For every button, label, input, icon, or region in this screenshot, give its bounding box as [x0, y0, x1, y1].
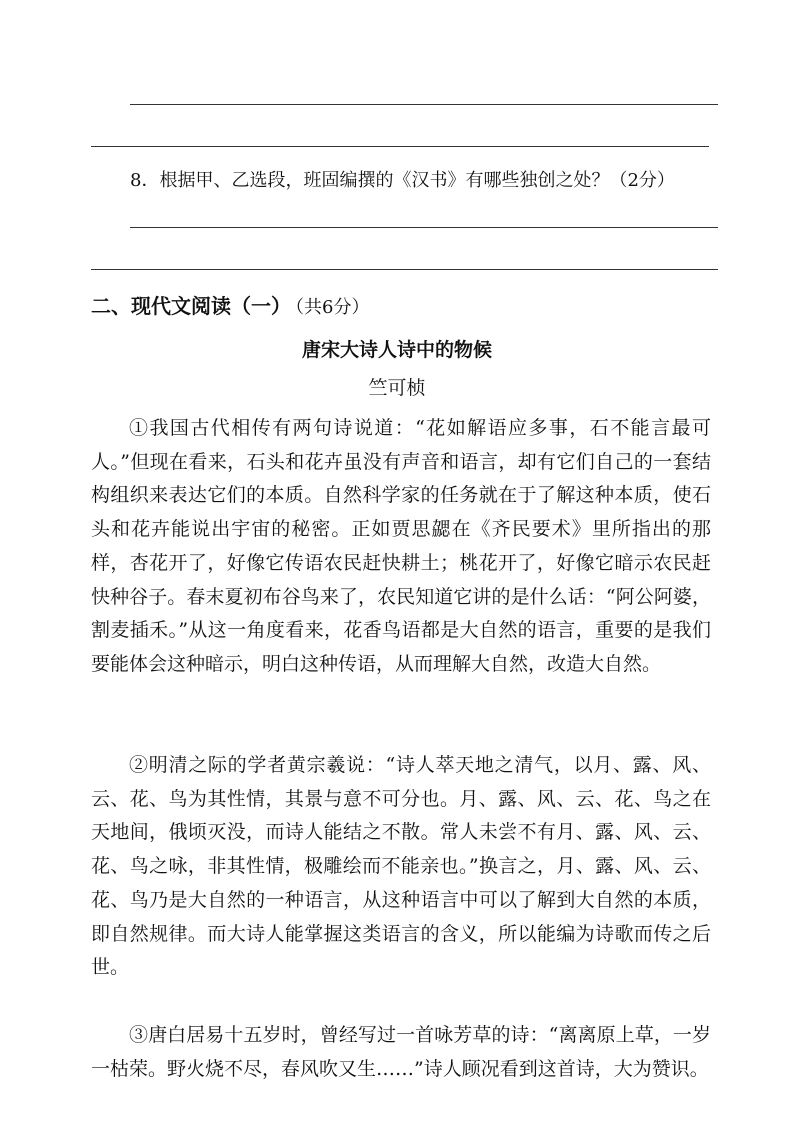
- article-paragraph-2: ②明清之际的学者黄宗羲说：“诗人萃天地之清气，以月、露、风、云、花、鸟为其性情，其景与意不可分也。月、露、风、云、花、鸟之在天地间，俄顷灭没，而诗人能结之不散。常人未尝不有月、露、风、云、花、鸟之咏，非其性情，极雕绘而不能亲也。”换言之，月、露、风、云、花、鸟乃是大自然的一种语言，从这种语言中可以了解到大自然的本质，即自然规律。而大诗人能掌握这类语言的含义，所以能编为诗歌而传之后世。: [91, 754, 711, 979]
- question-8-prompt: 8．根据甲、乙选段，班固编撰的《汉书》有哪些独创之处？（2分）: [130, 170, 675, 191]
- answer-line[interactable]: [130, 227, 718, 228]
- article-paragraph-3: ③唐白居易十五岁时，曾经写过一首咏芳草的诗：“离离原上草，一岁一枯荣。野火烧不尽，春风吹又生……”诗人顾况看到这首诗，大为赞识。: [91, 1024, 711, 1080]
- section-score: （共6分）: [295, 297, 370, 318]
- section-heading: [91, 294, 369, 320]
- answer-line[interactable]: [91, 269, 718, 270]
- answer-line[interactable]: [130, 104, 718, 105]
- article-title: 唐宋大诗人诗中的物候: [301, 339, 492, 361]
- article-author: 竺可桢: [368, 377, 426, 399]
- answer-line[interactable]: [91, 146, 709, 147]
- article-paragraph-1: ①我国古代相传有两句诗说道：“花如解语应多事，石不能言最可人。”但现在看来，石头和花卉虽没有声音和语言，却有它们自己的一套结构组织来表达它们的本质。自然科学家的任务就在于了解这种本质，使石头和花卉能说出宇宙的秘密。正如贾思勰在《齐民要术》里所指出的那样，杏花开了，好像它传语农民赶快耕土；桃花开了，好像它暗示农民赶快种谷子。春末夏初布谷鸟来了，农民知道它讲的是什么话：“阿公阿婆，割麦插禾。”从这一角度看来，花香鸟语都是大自然的语言，重要的是我们要能体会这种暗示，明白这种传语，从而理解大自然，改造大自然。: [91, 417, 711, 675]
- section-title: 二、现代文阅读（一）: [91, 294, 291, 318]
